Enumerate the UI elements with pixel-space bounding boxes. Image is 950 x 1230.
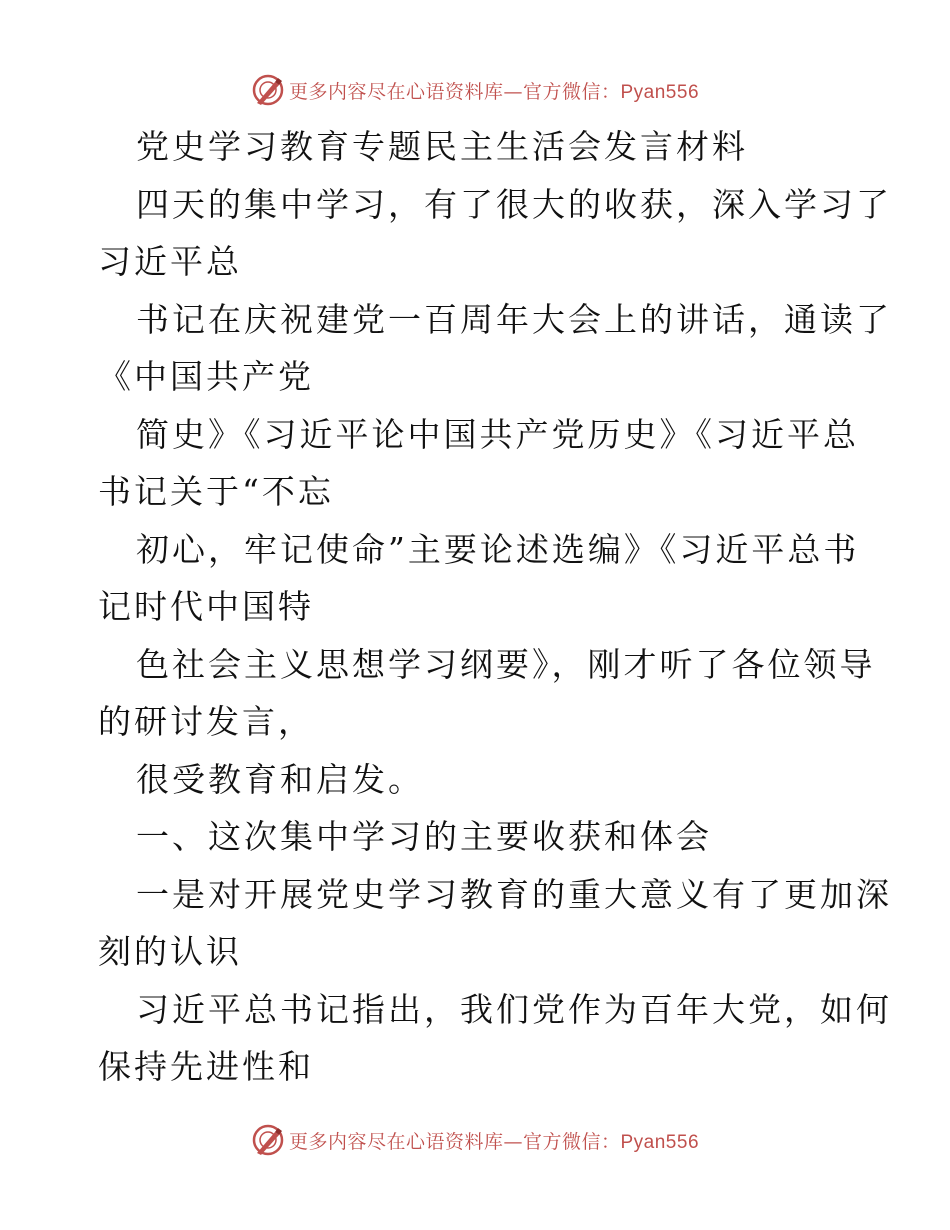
- red-pen-logo-icon: [251, 73, 285, 107]
- header-banner: [0, 70, 950, 110]
- paragraph: 书记在庆祝建党一百周年大会上的讲话，通读了 《中国共产党: [98, 299, 892, 396]
- subsection-heading: 一是对开展党史学习教育的重大意义有了更加深 刻的认识: [98, 874, 892, 971]
- section-heading: 一、这次集中学习的主要收获和体会: [136, 817, 712, 856]
- paragraph: 很受教育和启发。: [136, 759, 424, 799]
- paragraph: 四天的集中学习，有了很大的收获，深入学习了 习近平总: [98, 184, 892, 281]
- red-pen-logo-icon: [251, 1123, 285, 1157]
- paragraph: 色社会主义思想学习纲要》，刚才听了各位领导 的研讨发言，: [98, 644, 876, 741]
- paragraph: 简史》《习近平论中国共产党历史》《习近平总 书记关于“不忘: [98, 414, 859, 511]
- paragraph: 习近平总书记指出，我们党作为百年大党，如何 保持先进性和: [98, 989, 892, 1086]
- document-body: [98, 118, 892, 1096]
- footer-banner: [0, 1120, 950, 1160]
- paragraph: 初心，牢记使命”主要论述选编》《习近平总书 记时代中国特: [98, 529, 860, 626]
- banner-text: 更多内容尽在心语资料库—官方微信：Pyan556: [288, 1130, 700, 1153]
- document-title: 党史学习教育专题民主生活会发言材料: [136, 127, 748, 166]
- banner-text: 更多内容尽在心语资料库—官方微信：Pyan556: [288, 80, 700, 103]
